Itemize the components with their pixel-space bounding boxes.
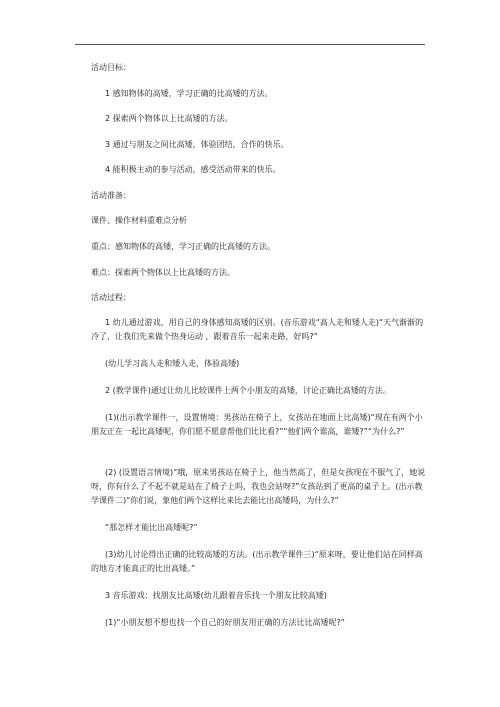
process-step-1: 1 幼儿通过游戏，用自己的身体感知高矮的区别。(音乐游戏“高人走和矮人走)“天气渐渐的冷了，让我们先来做个热身运动 ，跟着音乐一起来走路，好吗?” xyxy=(91,318,424,341)
difficulty-text: 难点：探索两个物体以上比高矮的方法。 xyxy=(91,268,235,277)
goal-item-4: 4 能积极主动的参与活动，感受活动带来的快乐。 xyxy=(105,165,281,174)
process-step-2-sub-2: (2) (设置语言情境)“哦，原来男孩站在椅子上，他当然高了，但是女孩现在不服气了，她说呀，你有什么了不起不就是站在了椅子上吗，我也会站呀?”女孩站到了更高的桌子上。(出示教学课件二)“你们说，象他们两个这样比来比去能比出高矮吗，为什么?” xyxy=(91,468,426,505)
header-rule xyxy=(75,44,425,45)
process-step-1-note: (幼儿学习高人走和矮人走，体验高矮) xyxy=(105,359,240,368)
process-step-2: 2 (教学课件)通过让幼儿比较课件上两个小朋友的高矮，讨论正确比高矮的方法。 xyxy=(105,386,391,395)
goal-item-3: 3 通过与朋友之间比高矮，体验团结，合作的快乐。 xyxy=(105,140,289,149)
goal-item-2: 2 探索两个物体以上比高矮的方法。 xyxy=(105,114,233,123)
process-step-3-sub-1: (1)“小朋友想不想也找一个自己的好朋友用正确的方法比比高矮呢?” xyxy=(105,618,345,627)
key-point-text: 重点：感知物体的高矮，学习正确的比高矮的方法。 xyxy=(91,242,275,251)
process-step-2-sub-3: (3)幼儿讨论得出正确的比较高矮的方法。(出示教学课件三)“原来呀，要让他们站在同样高的地方才能真正的比出高矮。” xyxy=(91,550,423,573)
section-heading-process: 活动过程： xyxy=(91,293,131,302)
process-step-3: 3 音乐游戏：找朋友比高矮(幼儿跟着音乐找一个朋友比较高矮) xyxy=(105,591,327,600)
preparation-text: 课件、操作材料重难点分析 xyxy=(91,216,187,225)
section-heading-goals: 活动目标： xyxy=(91,63,131,72)
process-step-2-sub-1: (1)(出示教学课件一，设置情境：男孩站在椅子上，女孩站在地面上比高矮)“现在有两个小朋友正在一起比高矮呢，你们愿不愿意帮他们比比看?”“他们两个谁高，谁矮?”“为什么?” xyxy=(91,413,423,436)
process-question: “那怎样才能比出高矮呢?” xyxy=(105,523,198,532)
section-heading-preparation: 活动准备： xyxy=(91,191,131,200)
goal-item-1: 1 感知物体的高矮，学习正确的比高矮的方法。 xyxy=(105,89,273,98)
